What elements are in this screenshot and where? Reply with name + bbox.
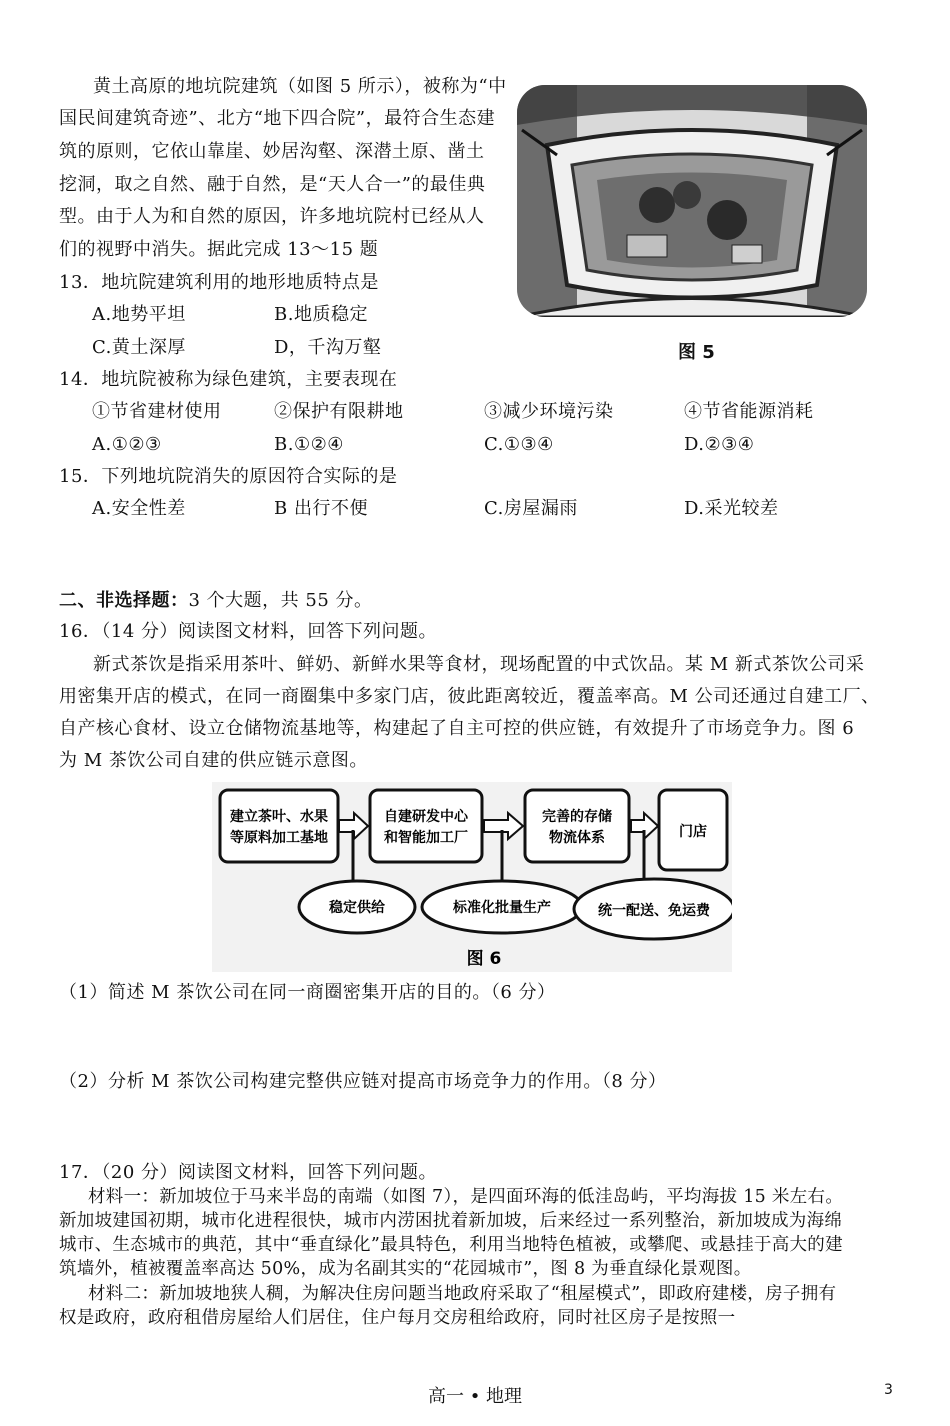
intro-line: 国民间建筑奇迹”、北方“地下四合院”，最符合生态建 [59,108,496,129]
q16-sub1: （1）简述 M 茶饮公司在同一商圈密集开店的目的。（6 分） [59,982,556,1003]
q14-option-b: B.①②④ [274,434,344,455]
box-storage-logistics [525,790,629,862]
section-2-label: 二、非选择题： [59,590,189,611]
pit-courtyard-illustration [517,85,867,317]
q16-sub2: （2）分析 M 茶饮公司构建完整供应链对提高市场竞争力的作用。（8 分） [59,1071,667,1092]
q15-option-c: C.房屋漏雨 [484,498,578,519]
q16-para-line: 用密集开店的模式，在同一商圈集中多家门店，彼此距离较近，覆盖率高。M 公司还通过自建工厂、 [59,686,880,707]
q17-line: 筑墙外，植被覆盖率高达 50%，成为名副其实的“花园城市”，图 8 为垂直绿化景观图。 [59,1259,752,1279]
q13-option-c: C.黄土深厚 [92,337,186,358]
figure-5-caption: 图 5 [678,342,715,363]
fig6-box-label: 门店 [679,824,707,840]
q16-para-line: 自产核心食材、设立仓储物流基地等，构建起了自主可控的供应链，有效提升了市场竞争力。图 6 [59,718,855,739]
page-number: 3 [884,1382,893,1398]
fig6-ellipse-label: 统一配送、免运费 [598,903,710,919]
q14-item: ②保护有限耕地 [274,401,404,422]
section-2-heading [59,590,373,612]
q17-line: 城市、生态城市的典范，其中“垂直绿化”最具特色，利用当地特色植被，或攀爬、或悬挂于高大的建 [59,1235,843,1255]
q13-option-a: A.地势平坦 [92,304,186,325]
q13-stem: 13．地坑院建筑利用的地形地质特点是 [59,272,379,293]
q13-option-d: D，千沟万壑 [274,337,382,358]
box-raw-material-base [220,790,338,862]
fig6-box-label: 等原料加工基地 [230,830,328,846]
q15-option-a: A.安全性差 [92,498,186,519]
intro-line: 型。由于人为和自然的原因，许多地坑院村已经从人 [59,206,485,227]
q14-item: ①节省建材使用 [92,401,222,422]
intro-line: 筑的原则，它依山靠崖、妙居沟壑、深潜土原、凿土 [59,141,485,162]
section-2-text: 3 个大题，共 55 分。 [188,590,373,611]
q15-option-d: D.采光较差 [684,498,779,519]
q15-option-b: B 出行不便 [274,498,368,519]
q14-option-d: D.②③④ [684,434,755,455]
q17-stem: 17．（20 分）阅读图文材料，回答下列问题。 [59,1162,438,1183]
q17-line: 新加坡建国初期，城市化进程很快，城市内涝困扰着新加坡，后来经过一系列整治，新加坡成为海绵 [59,1211,843,1231]
q15-stem: 15．下列地坑院消失的原因符合实际的是 [59,466,398,487]
q17-line: 材料一：新加坡位于马来半岛的南端（如图 7），是四面环海的低洼岛屿，平均海拔 15 米左右。 [88,1187,844,1207]
intro-line: 黄土高原的地坑院建筑（如图 5 所示），被称为“中 [93,76,507,97]
q17-line: 材料二：新加坡地狭人稠，为解决住房问题当地政府采取了“租屋模式”，即政府建楼，房子拥有 [88,1284,837,1304]
figure-6-diagram [212,782,732,972]
fig6-ellipse-label: 标准化批量生产 [453,900,551,916]
figure-5-photo [517,85,867,317]
q14-option-c: C.①③④ [484,434,554,455]
fig6-box-label: 建立茶叶、水果 [230,809,328,825]
box-rnd-factory [370,790,482,862]
fig6-ellipse-label: 稳定供给 [329,900,385,916]
fig6-box-label: 完善的存储 [542,809,612,825]
q14-item: ③减少环境污染 [484,401,614,422]
q16-stem: 16．（14 分）阅读图文材料，回答下列问题。 [59,621,438,642]
q17-line: 权是政府，政府租借房屋给人们居住，住户每月交房租给政府，同时社区房子是按照一 [59,1308,736,1328]
q14-item: ④节省能源消耗 [684,401,814,422]
figure-6-caption: 图 6 [466,949,502,969]
q14-option-a: A.①②③ [92,434,162,455]
intro-line: 挖洞，取之自然、融于自然，是“天人合一”的最佳典 [59,174,486,195]
fig6-box-label: 自建研发中心 [384,809,468,825]
intro-line: 们的视野中消失。据此完成 13～15 题 [59,239,379,260]
q16-para-line: 为 M 茶饮公司自建的供应链示意图。 [59,750,368,771]
q13-option-b: B.地质稳定 [274,304,368,325]
q14-stem: 14．地坑院被称为绿色建筑，主要表现在 [59,369,398,390]
page-footer-title: 高一 • 地理 [427,1386,523,1407]
q16-para-line: 新式茶饮是指采用茶叶、鲜奶、新鲜水果等食材，现场配置的中式饮品。某 M 新式茶饮公司采 [93,654,865,675]
fig6-box-label: 物流体系 [549,830,605,846]
fig6-box-label: 和智能加工厂 [384,830,468,846]
